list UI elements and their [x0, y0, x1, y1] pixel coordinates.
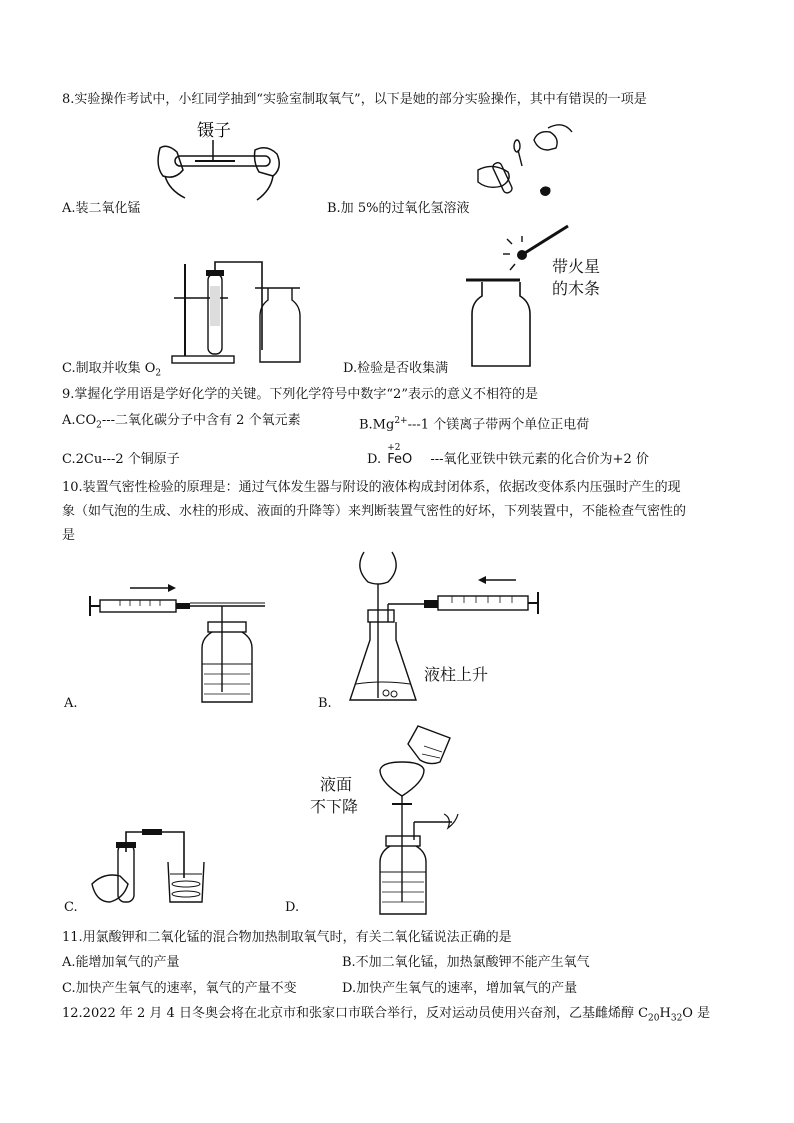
q9-option-b-sup: 2+ — [394, 416, 408, 426]
q8-stem: 8.实验操作考试中，小红同学抽到“实验室制取氧气”，以下是她的部分实验操作，其中有错误的一项是 — [62, 92, 647, 107]
q8-option-a: A.装二氧化锰 — [62, 201, 141, 216]
splint-label-line1: 带火星 — [552, 257, 601, 276]
q10-figure-a — [90, 584, 275, 708]
q9-option-b-post: ---1 个镁离子带两个单位正电荷 — [407, 417, 590, 433]
q12-stem-pre: 12.2022 年 2 月 4 日冬奥会将在北京市和张家口市联合举行，反对运动员使用兴奋剂，乙基雌烯醇 C — [62, 1006, 649, 1021]
q12-sub2: 32 — [670, 1013, 683, 1024]
q10-stem-line2: 象（如气泡的生成、水柱的形成、液面的升降等）来判断装置气密性的好坏，下列装置中，不能检查气密性的 — [62, 504, 687, 519]
q9-option-a-post: ---二氧化碳分子中含有 2 个氧元素 — [101, 413, 301, 428]
q8-figure-b — [468, 120, 578, 209]
q9-option-d-pre: D. — [367, 452, 382, 467]
q10-option-b: B. — [318, 696, 332, 711]
q12-stem — [62, 1005, 710, 1028]
q11-option-c: C.加快产生氧气的速率，氧气的产量不变 — [62, 981, 297, 996]
q8-option-c-sub: 2 — [155, 368, 162, 379]
q9-option-a-pre: A.CO — [62, 413, 97, 428]
q10-stem-line3: 是 — [62, 528, 76, 543]
q10-figure-d — [352, 722, 482, 921]
q8-option-c-text: C.制取并收集 O — [62, 361, 156, 376]
q9-option-d-post: ---氧化亚铁中铁元素的化合价为+2 价 — [430, 452, 649, 467]
q9-stem: 9.掌握化学用语是学好化学的关键。下列化学符号中数字“2”表示的意义不相符的是 — [62, 387, 538, 402]
q8-option-d: D.检验是否收集满 — [343, 361, 449, 376]
q10-option-d-label-line1: 液面 — [320, 775, 353, 794]
q8-figure-a — [155, 118, 285, 212]
q10-option-a: A. — [64, 696, 78, 711]
q10-figure-b — [346, 548, 546, 717]
q10-figure-c — [90, 828, 220, 912]
q9-option-d-valence: +2 — [387, 443, 401, 453]
q9-option-b-pre: B.Mg — [359, 417, 395, 433]
q12-sub1: 20 — [648, 1013, 660, 1024]
q12-post: O 是 — [682, 1006, 711, 1021]
q11-stem: 11.用氯酸钾和二氧化锰的混合物加热制取氧气时，有关二氧化锰说法正确的是 — [62, 930, 512, 945]
q9-option-d — [367, 443, 649, 469]
q11-option-b: B.不加二氧化锰，加热氯酸钾不能产生氧气 — [342, 955, 590, 970]
q10-option-c: C. — [64, 900, 78, 915]
splint-label-line2: 的木条 — [552, 279, 601, 298]
q8-figure-c — [170, 258, 320, 372]
q9-option-b — [359, 412, 589, 434]
q8-figure-d — [460, 222, 560, 374]
q8-option-c — [62, 360, 161, 383]
q11-option-d: D.加快产生氧气的速率，增加氧气的产量 — [342, 981, 578, 996]
q12-mid: H — [659, 1006, 671, 1021]
q10-option-d: D. — [285, 900, 300, 915]
q9-option-d-formula: FeO — [387, 452, 413, 467]
tweezers-label: 镊子 — [197, 121, 231, 141]
q9-option-a — [62, 412, 301, 435]
q10-option-d-label-line2: 不下降 — [310, 797, 359, 816]
q11-option-a: A.能增加氧气的产量 — [62, 955, 180, 970]
q9-option-a-sub: 2 — [96, 420, 102, 431]
q8-option-b: B.加 5%的过氧化氢溶液 — [327, 201, 470, 216]
q9-option-c: C.2Cu---2 个铜原子 — [62, 452, 180, 467]
q10-stem-line1: 10.装置气密性检验的原理是：通过气体发生器与附设的液体构成封闭体系，依据改变体系内压强时产生的现 — [62, 480, 681, 495]
q10-option-b-label: 液柱上升 — [424, 665, 489, 684]
